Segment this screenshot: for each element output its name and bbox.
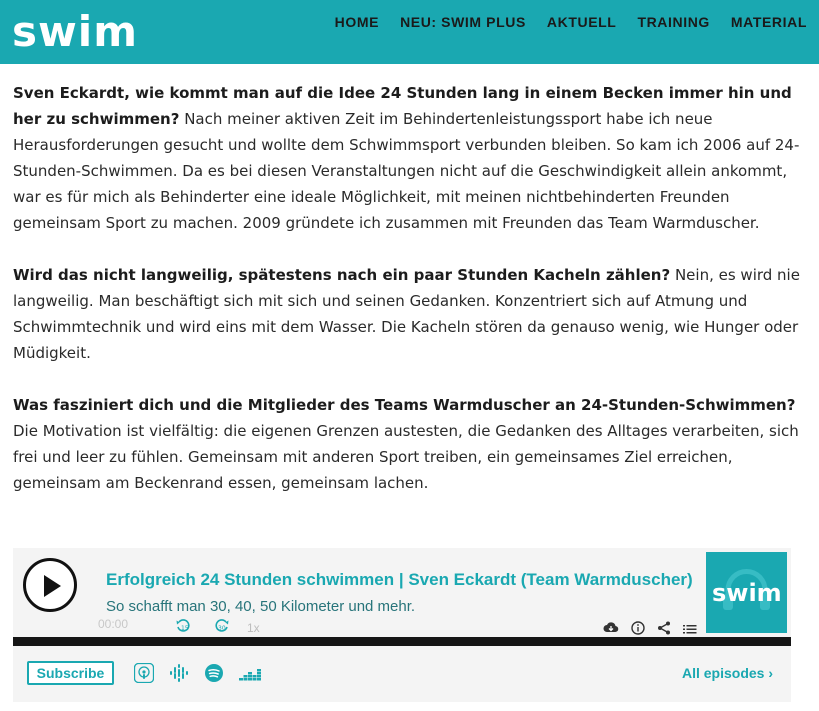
- nav-training[interactable]: TRAINING: [637, 14, 710, 30]
- subscribe-button[interactable]: Subscribe: [27, 661, 114, 685]
- nav-aktuell[interactable]: AKTUELL: [546, 14, 617, 30]
- rewind-button[interactable]: [175, 618, 191, 638]
- interview-answer: Nein, es wird nie langweilig. Man beschäftigt sich mit sich und seinen Gedanken. Konzentriert sich auf Atmung und Schwimmtechnik und wird eins mit dem Wasser. Die Kacheln stören da genauso wenig, wie Hunger oder Müdigkeit.: [13, 266, 800, 362]
- spotify-icon: [204, 663, 224, 683]
- player-footer: [13, 646, 791, 702]
- play-icon: [42, 574, 62, 598]
- article-paragraph: [13, 392, 803, 496]
- play-button[interactable]: [23, 558, 77, 612]
- article-body: [13, 80, 803, 522]
- info-icon: [631, 621, 645, 635]
- nav-home[interactable]: HOME: [334, 14, 380, 30]
- current-time: 00:00: [98, 617, 129, 631]
- site-header: [0, 0, 819, 64]
- apple-podcasts-link[interactable]: [134, 663, 154, 687]
- player-main: [13, 548, 791, 637]
- svg-text:30: 30: [218, 625, 226, 632]
- svg-text:15: 15: [181, 625, 189, 632]
- forward-icon: [214, 618, 230, 634]
- deezer-icon: [239, 665, 261, 681]
- interview-question: Wird das nicht langweilig, spätestens nach ein paar Stunden Kacheln zählen?: [13, 266, 671, 284]
- interview-answer: Nach meiner aktiven Zeit im Behindertenleistungssport habe ich neue Herausforderungen gesucht und wollte dem Schwimmsport verbunden bleiben. So kam ich 2006 auf 24-Stunden-Schwimmen. Da es bei diesen Veranstaltungen nicht auf die Geschwindigkeit allein ankommt, war es für mich als Behinderter eine ideale Möglichkeit, mit meinen nichtbehinderten Freunden gemeinsam Sport zu machen. 2009 gründete ich zusammen mit Freunden das Team Warmduscher.: [13, 110, 800, 232]
- playlist-icon: [683, 623, 697, 635]
- all-episodes-link[interactable]: All episodes ›: [681, 665, 773, 681]
- forward-button[interactable]: [214, 618, 230, 638]
- interview-question: Sven Eckardt, wie kommt man auf die Idee 24 Stunden lang in einem Becken immer hin und her zu schwimmen?: [13, 84, 792, 128]
- podcast-cover: [706, 552, 787, 633]
- google-podcasts-link[interactable]: [169, 663, 189, 687]
- interview-answer: Die Motivation ist vielfältig: die eigenen Grenzen austesten, die Gedanken des Alltages verarbeiten, sich frei und leer zu fühlen. Gemeinsam mit anderen Sport treiben, ein gemeinsames Ziel erreichen, gemeinsam am Beckenrand essen, gemeinsam lachen.: [13, 422, 799, 492]
- share-icon: [657, 621, 671, 635]
- episode-title[interactable]: Erfolgreich 24 Stunden schwimmen | Sven Eckardt (Team Warmduscher): [106, 570, 693, 589]
- spotify-link[interactable]: [204, 663, 224, 687]
- deezer-link[interactable]: [239, 665, 261, 685]
- site-logo[interactable]: swim: [12, 7, 138, 56]
- article-paragraph: [13, 262, 803, 366]
- cover-logo: swim: [712, 579, 782, 607]
- apple-podcasts-icon: [134, 663, 154, 683]
- article-paragraph: [13, 80, 803, 236]
- podcast-player: [13, 548, 791, 702]
- nav-material[interactable]: MATERIAL: [730, 14, 807, 30]
- progress-bar[interactable]: [13, 637, 791, 646]
- google-podcasts-icon: [169, 663, 189, 683]
- interview-question: Was fasziniert dich und die Mitglieder des Teams Warmduscher an 24-Stunden-Schwimmen?: [13, 396, 796, 414]
- speed-button[interactable]: 1x: [247, 621, 260, 635]
- main-nav: [335, 14, 807, 30]
- platform-links: [134, 663, 261, 687]
- rewind-icon: [175, 618, 191, 634]
- nav-swim-plus[interactable]: NEU: SWIM PLUS: [400, 14, 526, 30]
- download-icon: [603, 621, 619, 635]
- episode-subtitle: So schafft man 30, 40, 50 Kilometer und mehr.: [106, 598, 416, 615]
